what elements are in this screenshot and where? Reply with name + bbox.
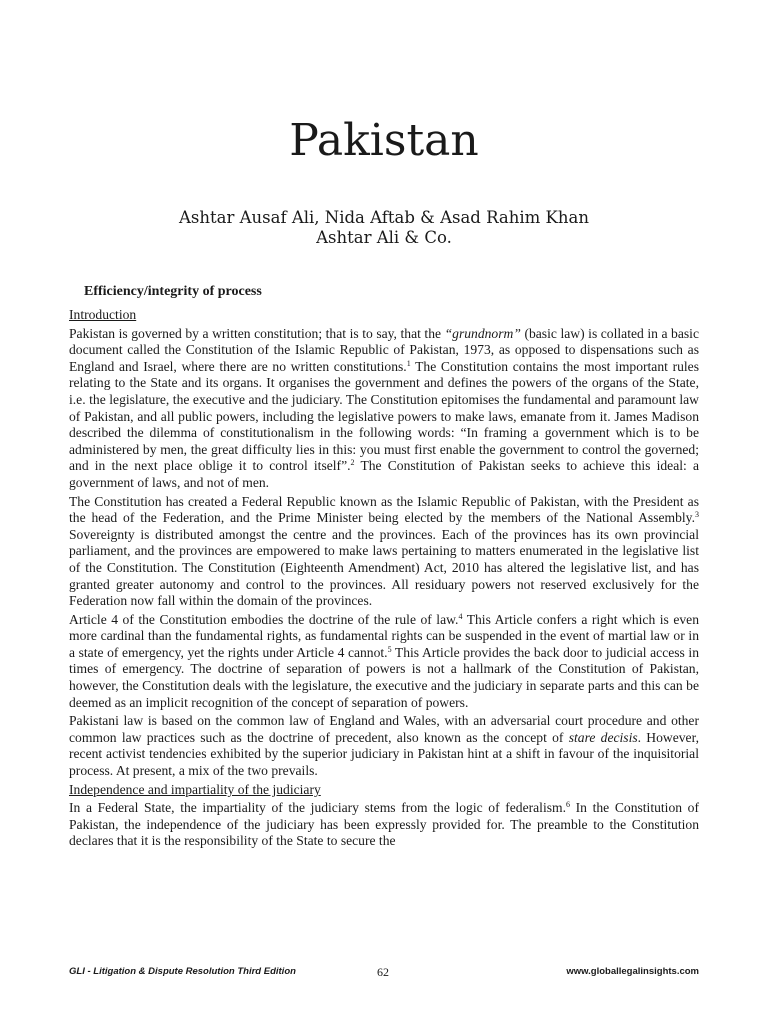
text-run: Article 4 of the Constitution embodies the doctrine of the rule of law. [69,611,459,627]
law-firm: Ashtar Ali & Co. [316,228,452,247]
text-run: The Constitution has created a Federal Republic known as the Islamic Republic of Pakistan, with the President as the head of the Federation, and the Prime Minister being elected by the members of the National Assembly. [69,493,699,526]
text-run: The Constitution contains the most important rules relating to the State and its organs. It organises the government and defines the powers of the organs of the State, i.e. the legislature, the executive and the judiciary. The Constitution epitomises the fundamental and paramount law of Pakistan, and all public powers, including the legislative powers to make laws, emanate from it. James Madison described the dilemma of constitutionalism in the following words: “In framing a government which is to be administered by men, the great difficulty lies in this: you must first enable the government to control the governed; and in the next place oblige it to control itself”. [69,358,699,474]
footnote-ref[interactable]: 5 [387,644,392,654]
footnote-ref[interactable]: 4 [458,611,463,621]
subheading-introduction: Introduction [69,307,137,322]
author-names: Ashtar Ausaf Ali, Nida Aftab & Asad Rahim Khan [179,208,589,227]
paragraph [69,800,699,850]
author-block [0,208,768,248]
page-number: 62 [377,965,389,979]
paragraph [69,326,699,492]
footnote-ref[interactable]: 6 [566,800,571,810]
article-body [69,307,699,852]
term-italic: “grundnorm” [444,325,521,341]
text-run: The Constitution of Pakistan seeks to achieve this ideal: a government of laws, and not of men. [69,458,699,490]
text-run: In the Constitution of Pakistan, the independence of the judiciary has been expressly provided for. The preamble to the Constitution declares that it is the responsibility of the State to secure the [69,800,699,849]
text-run: . However, recent activist tendencies exhibited by the superior judiciary in Pakistan hint at a shift in favour of the inquisitorial process. At present, a mix of the two prevails. [69,729,699,779]
text-run: In a Federal State, the impartiality of the judiciary stems from the logic of federalism. [69,800,567,816]
footer-website-link[interactable]: www.globallegalinsights.com [566,966,699,977]
footnote-ref[interactable]: 2 [350,458,355,468]
paragraph [69,713,699,779]
footnote-ref[interactable]: 3 [695,510,699,520]
paragraph [69,612,699,712]
term-italic: stare decisis [568,729,638,745]
text-run: Pakistani law is based on the common law of England and Wales, with an adversarial court procedure and other common law practices such as the doctrine of precedent, also known as the concept of [69,713,699,745]
text-run: This Article confers a right which is even more cardinal than the fundamental rights, as fundamental rights can be suspended in the event of martial law or in a state of emergency, yet the rights under Article 4 cannot. [69,611,699,660]
footnote-ref[interactable]: 1 [406,358,411,368]
paragraph [69,494,699,610]
subheading-judiciary: Independence and impartiality of the judiciary [69,781,321,797]
page-title: Pakistan [289,115,479,166]
section-heading: Efficiency/integrity of process [84,284,262,299]
text-run: This Article provides the back door to judicial access in times of emergency. The doctrine of separation of powers is not a hallmark of the Constitution of Pakistan, however, the Constitution deals with the legislature, the executive and the judiciary in separate parts and this can be deemed as an implicit recognition of the concept of separation of powers. [69,644,700,710]
footer-publication: GLI - Litigation & Dispute Resolution Third Edition [69,966,296,977]
text-run: Pakistan is governed by a written constitution; that is to say, that the [69,325,445,341]
text-run: (basic law) is collated in a basic document called the Constitution of the Islamic Republic of Pakistan, 1973, as opposed to dispensations such as England and Israel, where there are no written constitutions. [69,325,699,374]
text-run: Sovereignty is distributed amongst the centre and the provinces. Each of the provinces has its own provincial parliament, and the provinces are empowered to make laws pertaining to matters enumerated in the legislative list of the Constitution. The Constitution (Eighteenth Amendment) Act, 2010 has altered the legislative list, and has granted greater autonomy and control to the provinces. All residuary powers not reserved exclusively for the Federation now fall within the domain of the provinces. [69,526,699,609]
